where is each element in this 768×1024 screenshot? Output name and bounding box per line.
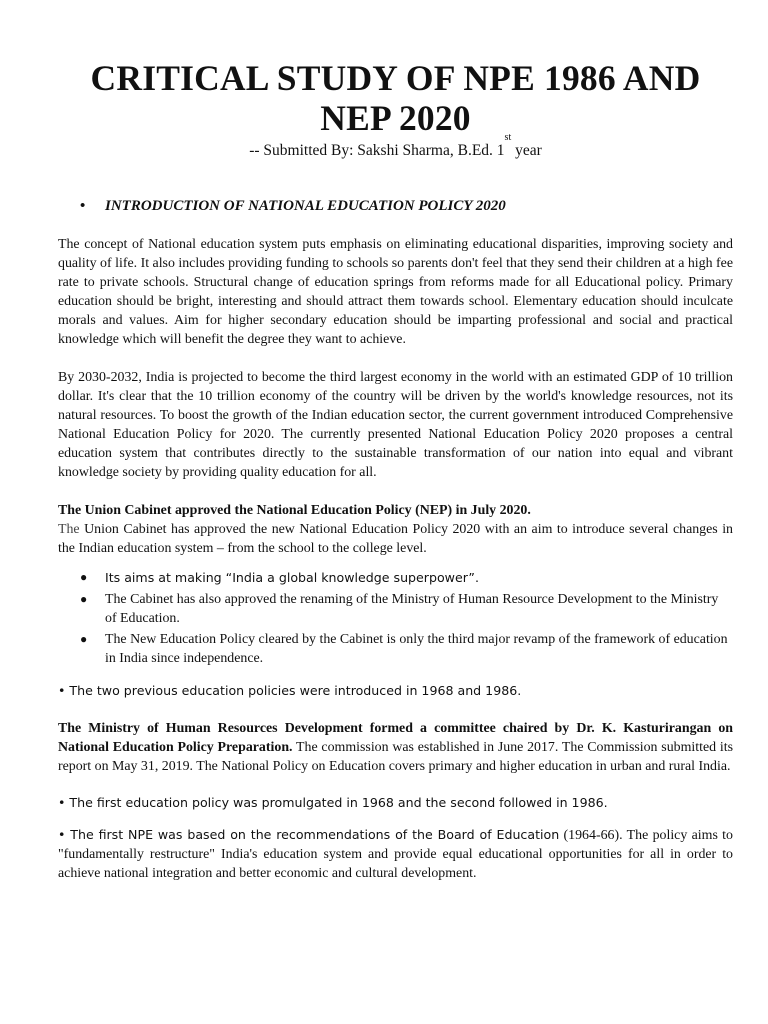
first-npe-paragraph <box>58 825 733 883</box>
document-subtitle <box>58 132 733 162</box>
document-title: CRITICAL STUDY OF NPE 1986 AND NEP 2020 <box>90 58 701 138</box>
list-item <box>58 630 733 668</box>
first-policy-note: • The first education policy was promulgated in 1968 and the second followed in 1986. <box>58 795 608 810</box>
bullet-icon: ● <box>80 570 88 584</box>
cabinet-paragraph <box>58 520 733 558</box>
previous-policies-note: • The two previous education policies were introduced in 1968 and 1986. <box>58 683 522 698</box>
subtitle-sup: st <box>504 132 512 143</box>
subtitle-prefix: -- Submitted By: Sakshi Sharma, B.Ed. 1 <box>249 142 505 159</box>
list-item-text: Its aims at making “India a global knowledge superpower”. <box>105 570 479 585</box>
intro-paragraph-2: By 2030-2032, India is projected to become the third largest economy in the world with an estimated GDP of 10 trillion dollar. It's clear that the 10 trillion economy of the country will be driven by the world's knowledge resources, not its natural resources. To boost the growth of the Indian education sector, the current government introduced Comprehensive National Education Policy for 2020. The currently presented National Education Policy 2020 proposes a central education system that contributes directly to the sustainable transformation of our nation into equal and vibrant knowledge society by providing quality education for all. <box>58 370 733 480</box>
bullet-icon: ● <box>80 632 88 646</box>
list-item <box>58 590 733 628</box>
first-npe-text: (1964-66). The policy aims to "fundamentally restructure" India's education system and provide equal educational opportunities for all in order to achieve national integration and better economic and cultural development. <box>58 828 733 881</box>
first-npe-sans: • The first NPE was based on the recommendations of the Board of Education <box>58 827 560 842</box>
cabinet-text: Union Cabinet has approved the new National Education Policy 2020 with an aim to introduce several changes in the Indian education system – from the school to the college level. <box>58 522 733 556</box>
cabinet-lead: The <box>58 522 80 537</box>
bullet-icon: • <box>80 198 86 214</box>
list-item <box>58 568 733 588</box>
intro-paragraph-1: The concept of National education system puts emphasis on eliminating educational disparities, improving society and quality of life. It also includes providing funding to schools so parents don't feel that they send their children at a high fee rate to private schools. Structural change of education springs from reforms made for all Educational policy. Primary education should be bright, interesting and should attract them towards school. Elementary education should inculcate morals and values. Aim for higher secondary education should be imparting professional and social and practical knowledge which will benefit the degree they want to achieve. <box>58 237 733 347</box>
intro-heading-text: INTRODUCTION OF NATIONAL EDUCATION POLICY 2020 <box>105 198 506 214</box>
ministry-bold: The Ministry of Human Resources Development formed a committee chaired by Dr. K. Kasturirangan on National Education Policy Preparation. <box>58 721 733 755</box>
cabinet-bullet-list <box>58 568 733 668</box>
subtitle-suffix: year <box>511 142 542 159</box>
bullet-icon: ● <box>80 592 88 606</box>
list-item-text: The Cabinet has also approved the renaming of the Ministry of Human Resource Development to the Ministry of Education. <box>105 592 719 626</box>
list-item-text: The New Education Policy cleared by the Cabinet is only the third major revamp of the framework of education in India since independence. <box>105 632 728 666</box>
cabinet-heading: The Union Cabinet approved the National Education Policy (NEP) in July 2020. <box>58 503 531 518</box>
intro-heading <box>58 196 733 216</box>
ministry-text: The commission was established in June 2017. The Commission submitted its report on May 31, 2019. The National Policy on Education covers primary and higher education in urban and rural India. <box>58 740 733 774</box>
ministry-paragraph <box>58 719 733 776</box>
document-page <box>58 58 733 897</box>
